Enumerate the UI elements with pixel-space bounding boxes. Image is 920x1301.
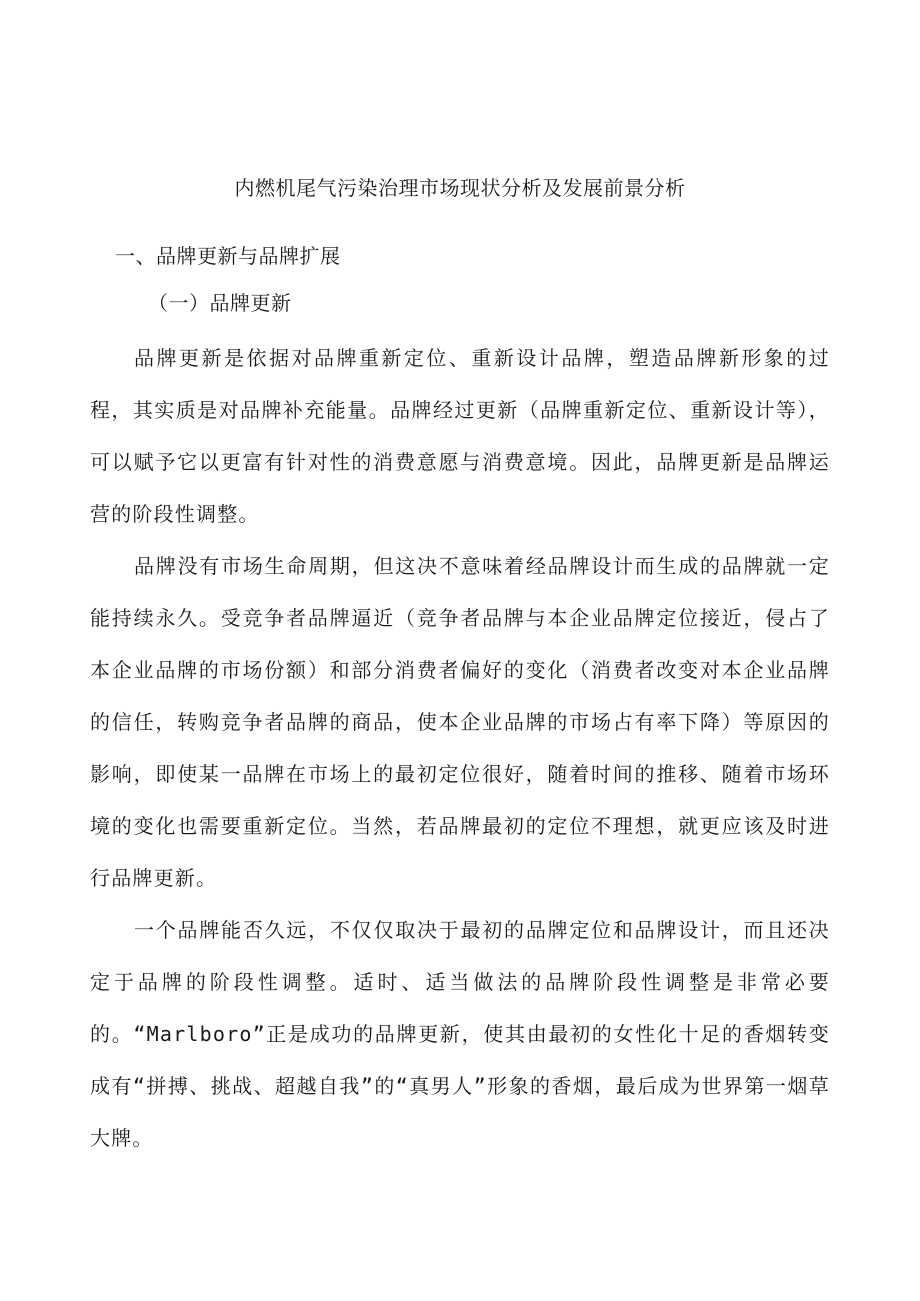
- section-heading: 一、品牌更新与品牌扩展: [115, 244, 341, 268]
- subsection-heading: （一）品牌更新: [148, 291, 292, 315]
- paragraph-brand-renewal-definition: 品牌更新是依据对品牌重新定位、重新设计品牌，塑造品牌新形象的过程，其实质是对品牌补充能量。品牌经过更新（品牌重新定位、重新设计等），可以赋予它以更富有针对性的消费意愿与消费意境。因此，品牌更新是品牌运营的阶段性调整。: [90, 346, 830, 526]
- document-title: 内燃机尾气污染治理市场现状分析及发展前景分析: [234, 176, 686, 200]
- paragraph-brand-longevity: 一个品牌能否久远，不仅仅取决于最初的品牌定位和品牌设计，而且还决定于品牌的阶段性调整。适时、适当做法的品牌阶段性调整是非常必要的。“Marlboro”正是成功的品牌更新，使其由最初的女性化十足的香烟转变成有“拼搏、挑战、超越自我”的“真男人”形象的香烟，最后成为世界第一烟草大牌。: [90, 918, 830, 1150]
- paragraph-brand-lifecycle: 品牌没有市场生命周期，但这决不意味着经品牌设计而生成的品牌就一定能持续永久。受竞争者品牌逼近（竞争者品牌与本企业品牌定位接近，侵占了本企业品牌的市场份额）和部分消费者偏好的变化（消费者改变对本企业品牌的信任，转购竞争者品牌的商品，使本企业品牌的市场占有率下降）等原因的影响，即使某一品牌在市场上的最初定位很好，随着时间的推移、随着市场环境的变化也需要重新定位。当然，若品牌最初的定位不理想，就更应该及时进行品牌更新。: [90, 554, 830, 890]
